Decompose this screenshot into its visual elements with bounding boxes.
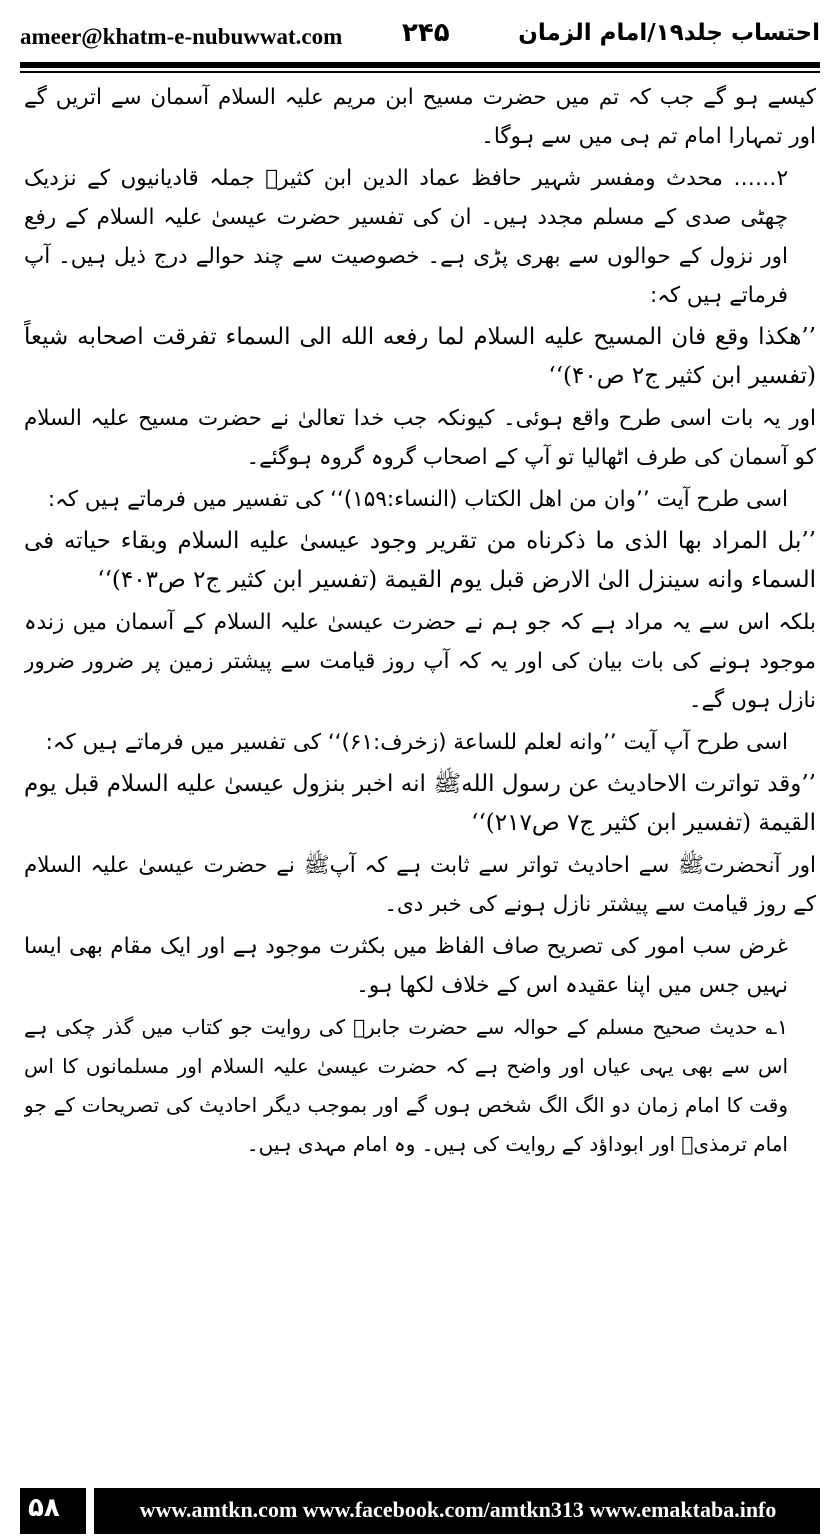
header-rule-thin <box>20 71 820 73</box>
paragraph-4: اسی طرح آپ آیت ’’وانه لعلم للساعة (زخرف:۶۱)‘‘ کی تفسیر میں فرماتے ہیں کہ: <box>45 730 788 755</box>
paragraph-2: ۲…… محدث ومفسر شہیر حافظ عماد الدین ابن کثیرؒ جملہ قادیانیوں کے نزدیک چھٹی صدی کے مسلم مجدد ہیں۔ ان کی تفسیر حضرت عیسیٰ علیہ السلام کے رفع اور نزول کے حوالوں سے بھری پڑی ہے۔ خصوصیت سے چند حوالے درج ذیل ہیں۔ آپ فرماتے ہیں کہ: <box>24 166 788 308</box>
footer-bar <box>20 1488 820 1534</box>
footnote-1: ۱؎ حدیث صحیح مسلم کے حوالہ سے حضرت جابرؓ کی روایت جو کتاب میں گذر چکی ہے اس سے بھی یہی عیاں اور واضح ہے کہ حضرت عیسیٰ علیہ السلام اور مسلمانوں کا اس وقت کا امام زمان دو الگ الگ شخص ہوں گے اور بموجب دیگر احادیث کی تصریحات کے جو امام ترمذیؒ اور ابوداؤد کے روایت کی ہیں۔ وہ امام مہدی ہیں۔ <box>24 1015 788 1156</box>
header-book-title: احتساب جلد۱۹/امام الزمان <box>518 20 820 46</box>
header-rule-thick <box>20 62 820 68</box>
translation-2: بلکہ اس سے یہ مراد ہے کہ جو ہم نے حضرت عیسیٰ علیہ السلام کے آسمان میں زندہ موجود ہونے کی بات بیان کی اور یہ کہ آپ روز قیامت سے پیشتر زمین پر ضرور ضرور نازل ہوں گے۔ <box>24 610 816 713</box>
header-page-number: ۲۴۵ <box>402 18 450 48</box>
paragraph-1: کیسے ہو گے جب کہ تم میں حضرت مسیح ابن مریم علیہ السلام آسمان سے اتریں گے اور تمہارا امام تم ہی میں سے ہوگا۔ <box>24 85 816 149</box>
running-header <box>20 18 820 62</box>
page-body <box>24 78 816 1468</box>
header-email: ameer@khatm-e-nubuwwat.com <box>20 24 343 49</box>
arabic-quote-3: ’’وقد تواترت الاحادیث عن رسول اللهﷺ انه اخبر بنزول عیسیٰ علیه السلام قبل یوم القیمة (تفسیر ابن کثیر ج۷ ص۲۱۷)‘‘ <box>24 771 816 836</box>
arabic-quote-2: ’’بل المراد بھا الذی ما ذکرناه من تقریر وجود عیسیٰ علیه السلام وبقاء حیاته فی السماء وانه سینزل الیٰ الارض قبل یوم القیمة (تفسیر ابن کثیر ج۲ ص۴۰۳)‘‘ <box>24 528 816 593</box>
translation-1: اور یہ بات اسی طرح واقع ہوئی۔ کیونکہ جب خدا تعالیٰ نے حضرت مسیح علیہ السلام کو آسمان کی طرف اٹھالیا تو آپ کے اصحاب گروہ گروہ ہوگئے۔ <box>24 406 816 470</box>
paragraph-5: غرض سب امور کی تصریح صاف الفاظ میں بکثرت موجود ہے اور ایک مقام بھی ایسا نہیں جس میں اپنا عقیدہ اس کے خلاف لکھا ہو۔ <box>24 934 788 998</box>
footer-divider <box>86 1488 94 1534</box>
paragraph-3: اسی طرح آیت ’’وان من اھل الکتاب (النساء:۱۵۹)‘‘ کی تفسیر میں فرماتے ہیں کہ: <box>47 487 788 512</box>
footer-page-label: ۵۸ <box>28 1493 60 1523</box>
translation-3: اور آنحضرتﷺ سے احادیث تواتر سے ثابت ہے کہ آپﷺ نے حضرت عیسیٰ علیہ السلام کے روز قیامت سے پیشتر نازل ہونے کی خبر دی۔ <box>24 853 816 917</box>
footer-links[interactable]: www.amtkn.com www.facebook.com/amtkn313 www.emaktaba.info <box>139 1497 777 1522</box>
arabic-quote-1: ’’ھکذا وقع فان المسیح علیه السلام لما رفعه الله الی السماء تفرقت اصحابه شیعاً (تفسیر ابن کثیر ج۲ ص۴۰)‘‘ <box>24 324 816 389</box>
